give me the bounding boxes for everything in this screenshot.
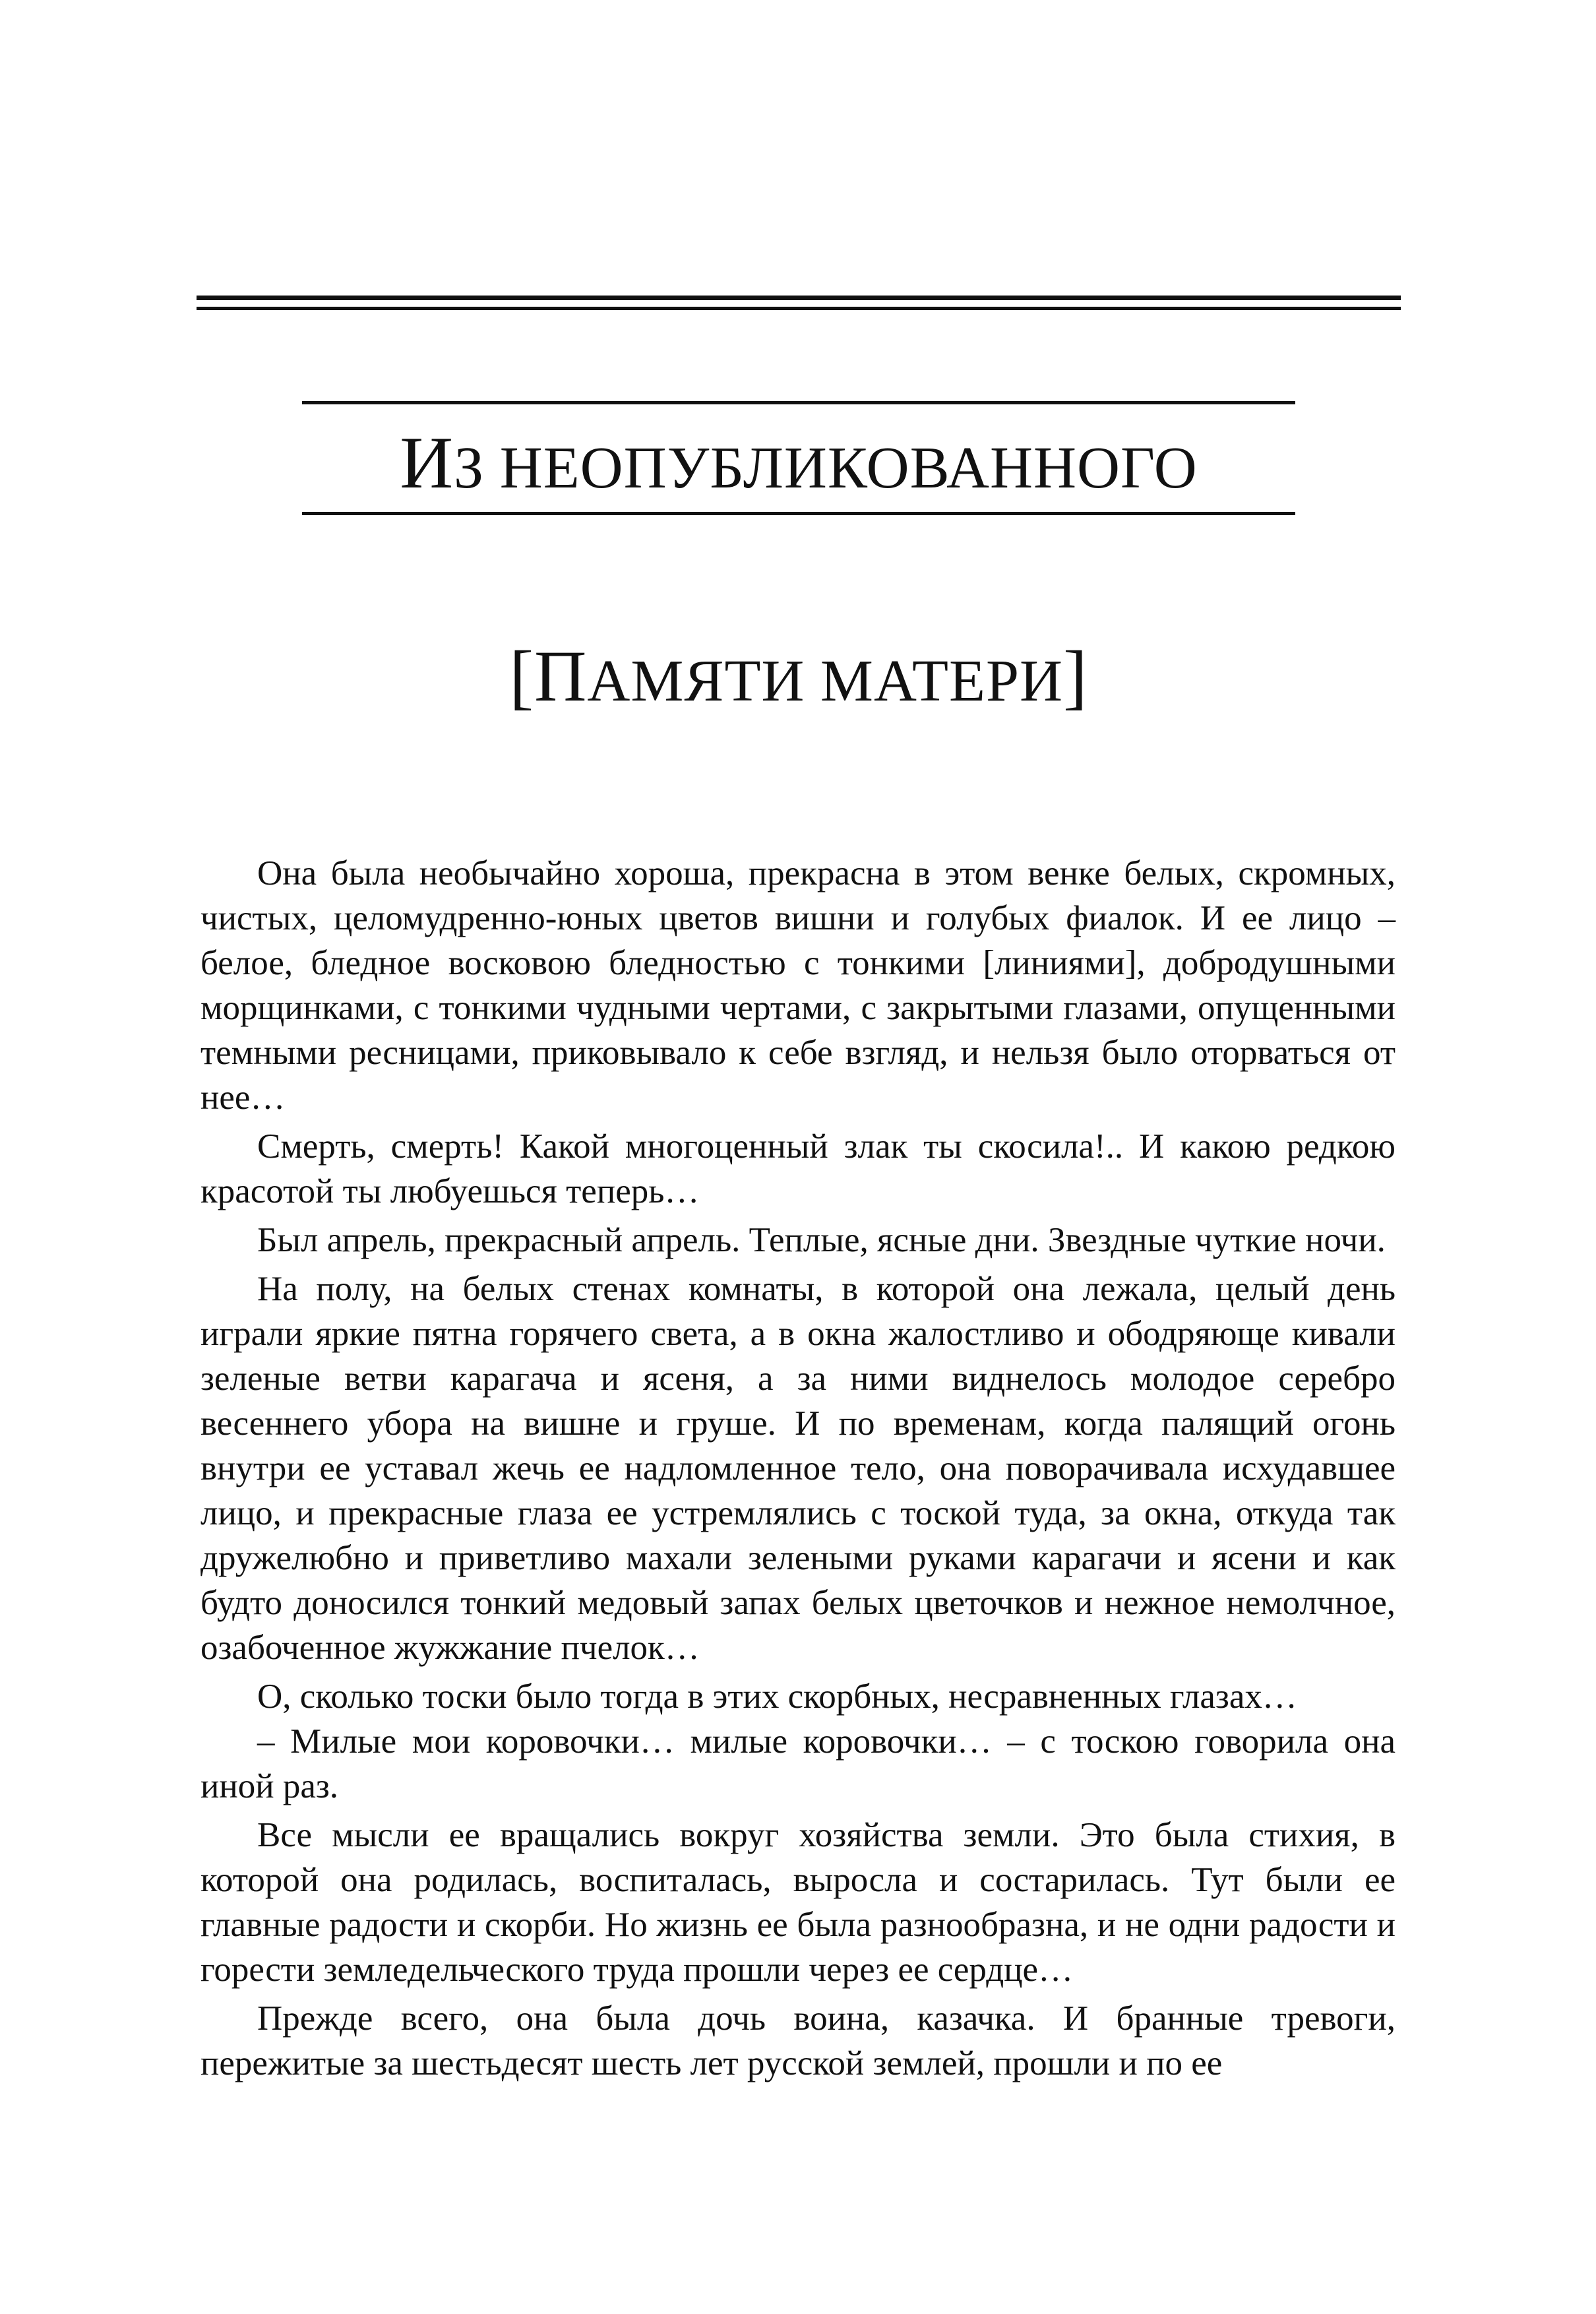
section-title [302, 423, 1295, 508]
piece-title-open-bracket: [ [509, 636, 534, 716]
piece-title-close-bracket: ] [1063, 636, 1088, 716]
paragraph: Она была необычайно хороша, прекрасна в этом венке белых, скромных, чистых, целомудренно-юных цветов вишни и голубых фиалок. И ее лицо – белое, бледное восковою бледностью с тонкими [линиями], добродушными морщинками, с тонкими чудными чертами, с закрытыми глазами, опущенными темными ресницами, приковывало к себе взгляд, и нельзя было оторваться от нее… [200, 854, 1396, 1117]
top-double-rule-thin [197, 307, 1401, 310]
section-rule-bottom [302, 512, 1295, 515]
paragraph: Все мысли ее вращались вокруг хозяйства земли. Это была стихия, в которой она родилась, воспиталась, выросла и состарилась. Тут были ее главные радости и скорби. Но жизнь ее была разнообразна, и не одни радости и горести земледельческого труда прошли через ее сердце… [200, 1816, 1396, 1989]
paragraph: О, сколько тоски было тогда в этих скорбных, несравненных глазах… [257, 1677, 1297, 1716]
paragraph: Смерть, смерть! Какой многоценный злак ты скосила!.. И какою редкою красотой ты любуешься теперь… [200, 1127, 1396, 1210]
paragraph: Прежде всего, она была дочь воина, казачка. И бранные тревоги, пережитые за шестьдесят шесть лет русской землей, прошли и по ее [200, 1999, 1396, 2082]
piece-title-rest: АМЯТИ МАТЕРИ [587, 648, 1064, 714]
piece-title-capital: П [534, 636, 588, 716]
piece-title [197, 633, 1401, 724]
section-rule-top [302, 401, 1295, 404]
section-heading [302, 401, 1295, 520]
paragraph: – Милые мои коровочки… милые коровочки… – с тоскою говорила она иной раз. [200, 1722, 1396, 1805]
paragraph: На полу, на белых стенах комнаты, в которой она лежала, целый день играли яркие пятна горячего света, а в окна жалостливо и ободряюще кивали зеленые ветви карагача и ясеня, а за ними виднелось молодое серебро весеннего убора на вишне и груше. И по временам, когда палящий огонь внутри ее уставал жечь ее надломленное тело, она поворачивала исхудавшее лицо, и прекрасные глаза ее устремлялись с тоской туда, за окна, откуда так дружелюбно и приветливо махали зелеными руками карагачи и ясени и как будто доносился тонкий медовый запах белых цветочков и нежное немолчное, озабоченное жужжание пчелок… [200, 1270, 1396, 1667]
paragraph: Был апрель, прекрасный апрель. Теплые, ясные дни. Звездные чуткие ночи. [257, 1221, 1386, 1259]
section-title-capital: И [400, 422, 454, 504]
section-title-rest: З НЕОПУБЛИКОВАННОГО [454, 435, 1198, 501]
body-text [200, 851, 1396, 2086]
top-double-rule-thick [197, 296, 1401, 300]
